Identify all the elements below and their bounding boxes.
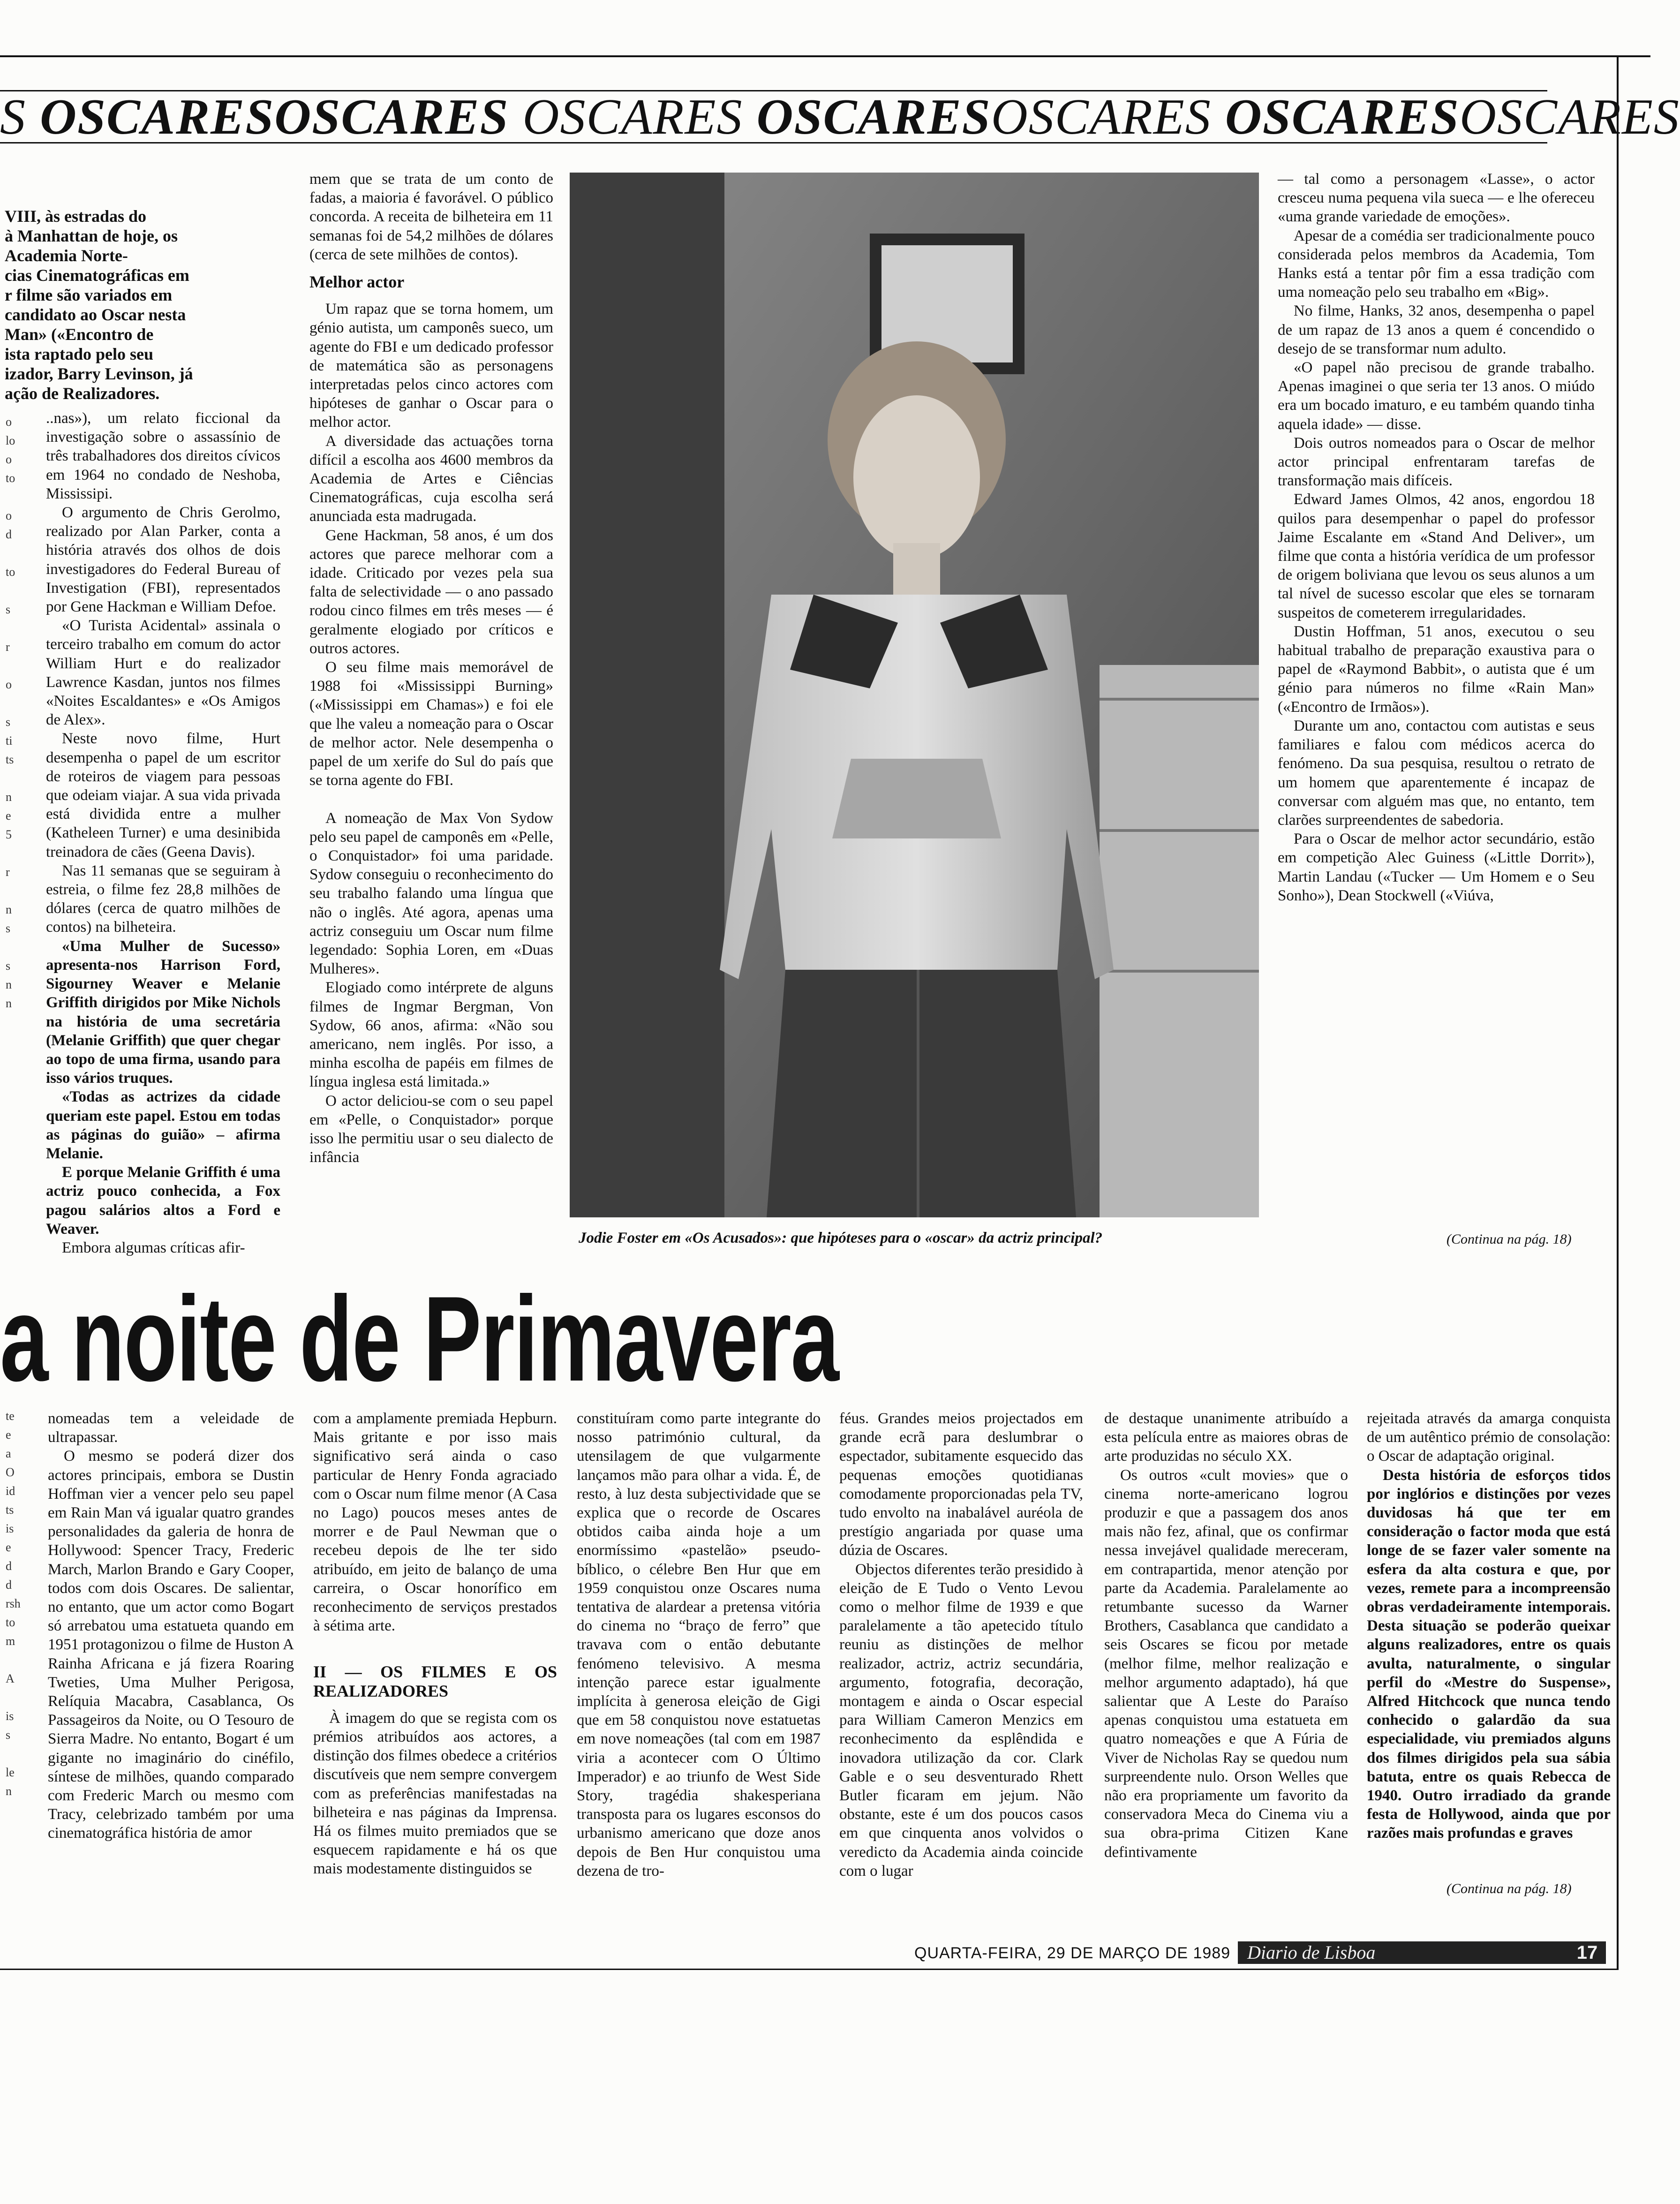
paragraph: nomeadas tem a veleidade de ultrapassar. [48, 1410, 294, 1446]
banner-word: OSCARES [1225, 89, 1460, 145]
right-frame-rule [1617, 55, 1619, 1969]
page-number: 17 [1568, 1941, 1606, 1964]
bottom-column-1 [48, 1409, 294, 1920]
banner-word: S [0, 89, 40, 145]
paragraph-gap [313, 1635, 557, 1654]
paragraph: A nomeação de Max Von Sydow pelo seu papel de camponês em «Pelle, o Conquistador» foi uma paridade. Sydow conseguiu o reconhecimento do seu trabalho falando uma língua que não o inglês. Até agora, apenas uma actriz conseguiu um Oscar num filme legendado: Sophia Loren, em «Duas Mulheres». [309, 809, 553, 978]
footer-rule [0, 1969, 1619, 1970]
paragraph: Apesar de a comédia ser tradicionalmente pouco considerada pelos membros da Academia, Tom Hanks está a tentar pôr fim a essa tradição com uma nomeação pelo seu trabalho em «Big». [1278, 227, 1595, 301]
paragraph: ..nas»), um relato ficcional da investigação sobre o assassínio de três trabalhadores dos direitos cívicos em 1964 no condado de Neshoba, Mississipi. [46, 410, 280, 502]
cropped-column-edge-top: o lo o to o d to s r o s ti ts n e 5 r n s s n n [6, 415, 15, 1010]
oscares-banner [0, 89, 1680, 145]
paragraph: mem que se trata de um conto de fadas, a maioria é favorável. O público concorda. A receita de bilheteira em 11 semanas foi de 54,2 milhões de dólares (cerca de sete milhões de contos). [309, 171, 553, 263]
paragraph: — tal como a personagem «Lasse», o actor cresceu numa pequena vila sueca — e lhe ofereceu «uma grande variedade de emoções». [1278, 171, 1595, 226]
newspaper-logo: Diario de Lisboa [1238, 1941, 1575, 1964]
paragraph: Para o Oscar de melhor actor secundário, estão em competição Alec Guiness («Little Dorrit»), Martin Landau («Tucker — Um Homem e o Seu Sonho»), Dean Stockwell («Viúva, [1278, 830, 1595, 904]
paragraph: Elogiado como intérprete de alguns filmes de Ingmar Bergman, Von Sydow, 66 anos, afirma: «Não sou americano, nem inglês. Por isso, a minha escolha de papéis em filmes de língua inglesa está limitada.» [309, 979, 553, 1091]
lead-paragraph: VIII, às estradas do à Manhattan de hoje, os Academia Norte- cias Cinematográficas em r filme são variados em candidato ao Oscar nesta Man» («Encontro de ista raptado pelo seu izador, Barry Levinson, já ação de Realizadores. [5, 207, 193, 403]
bottom-column-3 [577, 1409, 821, 1920]
paragraph: O argumento de Chris Gerolmo, realizado por Alan Parker, conta a história através dos olhos de dois investigadores do Federal Bureau of Investigation (FBI), representados por Gene Hackman e William Defoe. [46, 504, 280, 616]
paragraph-gap [309, 790, 553, 809]
banner-word: OSCARES [509, 89, 757, 145]
paragraph: Dustin Hoffman, 51 anos, executou o seu habitual trabalho de preparação exaustiva para o papel de «Raymond Babbit», o autista que é um génio para números no filme «Rain Man» («Encontro de Irmãos»). [1278, 623, 1595, 716]
article-column-2 [309, 170, 553, 1253]
paragraph: constituíram como parte integrante do nosso património cultural, da utensilagem de que vulgarmente lançamos mão para olhar a vida. É, de resto, à luz desta subjectividade que se explica que o recorde de Oscares obtidos caiba ainda hoje a um enormíssimo «pastelão» pseudo-bíblico, o célebre Ben Hur que em 1959 conquistou onze Oscares numa tentativa de alardear a pretensa vitória do cinema no “braço de ferro” que travava com o então debutante fenómeno televisivo. A mesma intenção parece estar igualmente implícita à generosa eleição de Gigi que em 58 conquistou nove estatuetas em nove nomeações (tal com em 1987 viria a acontecer com O Último Imperador) e ao triunfo de West Side Story, tragédia shakesperiana transposta para os lugares esconsos do urbanismo americano que doze anos depois de Ben Hur conquistou uma dezena de tro- [577, 1410, 821, 1879]
paragraph: «Todas as actrizes da cidade queriam este papel. Estou em todas as páginas do guião» – afirma Melanie. [46, 1088, 280, 1162]
paragraph: Neste novo filme, Hurt desempenha o papel de um escritor de roteiros de viagem para pessoas que odeiam viajar. A sua vida privada está dividida entre a mulher (Katheleen Turner) e uma desinibida treinadora de cães (Geena Davis). [46, 730, 280, 860]
bottom-column-5 [1104, 1409, 1348, 1920]
paragraph: «O papel não precisou de grande trabalho. Apenas imaginei o que seria ter 13 anos. O miúdo era um bocado imaturo, e eu também quando tinha aquela idade» — disse. [1278, 359, 1595, 433]
paragraph: Os outros «cult movies» que o cinema norte-americano logrou produzir e que a passagem dos anos mais não fez, afinal, que os confirmar nessa invejável qualidade mereceram, em contrapartida, menor atenção por parte da Academia. Paralelamente ao retumbante sucesso da Warner Brothers, Casablanca que candidato a seis Oscares se ficou por metade (melhor filme, melhor realização e melhor argumento adaptado), há que salientar que A Leste do Paraíso apenas conquistou uma estatueta em quatro nomeações e que A Fúria de Viver de Nicholas Ray se quedou num surpreendente nulo. Orson Welles que não era propriamente um favorito da conservadora Meca do Cinema viu a sua obra-prima Citizen Kane defintivamente [1104, 1466, 1348, 1861]
banner-word: OSCARES [40, 89, 275, 145]
paragraph: féus. Grandes meios projectados em grande ecrã para deslumbrar o espectador, subitamente esquecido das pequenas emoções quotidianas comodamente proporcionadas pela TV, tudo envolto na inabalável auréola de prestígio angariada por quase uma dúzia de Oscares. [839, 1410, 1083, 1559]
paragraph: Objectos diferentes terão presidido à eleição de E Tudo o Vento Levou como o melhor filme de 1939 e que paralelamente a tão apetecido título reuniu as distinções de melhor realizador, actriz, actriz secundária, argumento, fotografia, decoração, montagem e ainda o Oscar especial para William Cameron Menzics em reconhecimento da esplêndida e inovadora utilização da cor. Clark Gable e o seu desventurado Rhett Butler ficaram em jejum. Não obstante, este é um dos poucos casos em que cinquenta anos volvidos o veredicto da Academia ainda coincide com o lugar [839, 1561, 1083, 1879]
bottom-column-4 [839, 1409, 1083, 1920]
bottom-column-6 [1367, 1409, 1611, 1878]
top-rule [0, 55, 1650, 57]
banner-word: OSCARES [1459, 89, 1680, 145]
paragraph: rejeitada através da amarga conquista de um autêntico prémio de consolação: o Oscar de adaptação original. [1367, 1410, 1611, 1465]
paragraph: A diversidade das actuações torna difícil a escolha aos 4600 membros da Academia de Artes e Ciências Cinematográficas, cuja escolha será anunciada esta madrugada. [309, 432, 553, 525]
continued-note-bottom: (Continua na pág. 18) [1446, 1881, 1572, 1896]
paragraph: E porque Melanie Griffith é uma actriz pouco conhecida, a Fox pagou salários altos a Ford e Weaver. [46, 1164, 280, 1238]
paragraph: Um rapaz que se torna homem, um génio autista, um camponês sueco, um agente do FBI e um dedicado professor de matemática são as personagens interpretadas pelos cinco actores com hipóteses de ganhar o Oscar para o melhor actor. [309, 301, 553, 431]
paragraph: «Uma Mulher de Sucesso» apresenta-nos Harrison Ford, Sigourney Weaver e Melanie Griffith dirigidos por Mike Nichols na história de uma secretária (Melanie Griffith) que quer chegar ao topo de uma firma, usando para isso vários truques. [46, 937, 280, 1087]
paragraph: À imagem do que se regista com os prémios atribuídos aos actores, a distinção dos filmes obedece a critérios discutíveis que nem sempre convergem com as preferências manifestadas na bilheteira e nas páginas da Imprensa. Há os filmes muito premiados que se esquecem rapidamente e há os que mais modestamente distinguidos se [313, 1709, 557, 1878]
paragraph: com a amplamente premiada Hepburn. Mais gritante e por isso mais significativo será ainda o caso particular de Henry Fonda agraciado com o Oscar num filme menor (A Casa no Lago) poucos meses antes de morrer e de Paul Newman que o recebeu depois de lhe ter sido atribuído, em jeito de balanço de uma carreira, o Oscar honorífico em reconhecimento de serviços prestados à sétima arte. [313, 1410, 557, 1635]
paragraph: Dois outros nomeados para o Oscar de melhor actor principal enfrentaram tarefas de transformação mais difíceis. [1278, 434, 1595, 490]
continued-note-top: (Continua na pág. 18) [1446, 1231, 1572, 1247]
bottom-column-2 [313, 1409, 557, 1920]
banner-word: OSCARES [756, 89, 991, 145]
article-column-3 [1278, 170, 1595, 1215]
paragraph: Gene Hackman, 58 anos, é um dos actores que parece melhorar com a idade. Criticado por vezes pela sua falta de selectividade — o ano passado rodou cinco filmes em três meses — é geralmente elogiado por críticos e outros actores. [309, 527, 553, 657]
paragraph: No filme, Hanks, 32 anos, desempenha o papel de um rapaz de 13 anos a quem é concendido o desejo de se transformar num adulto. [1278, 302, 1595, 357]
banner-word: OSCARES [991, 89, 1225, 145]
paragraph: Edward James Olmos, 42 anos, engordou 18 quilos para desempenhar o papel do professor Jaime Escalante em «Stand And Deliver», um filme que conta a história verídica de um professor de origem boliviana que levou os seus alunos a um tal nível de sucesso escolar que eles se tornaram suspeitos de cometerem irregularidades. [1278, 491, 1595, 621]
subheading: Melhor actor [309, 272, 405, 292]
article-column-1 [46, 409, 280, 1256]
paragraph: Durante um ano, contactou com autistas e seus familiares e falou com médicos acerca do fenómeno. Da sua pesquisa, resultou o retrato de um homem que aparentemente é incapaz de conversar com alguém mas que, no entanto, tem clarões surpreendentes de sabedoria. [1278, 717, 1595, 829]
paragraph: de destaque unanimente atribuído a esta película entre as maiores obras de arte produzidas no século XX. [1104, 1410, 1348, 1465]
photo-illustration [570, 173, 1259, 1217]
paragraph: O seu filme mais memorável de 1988 foi «Mississippi Burning» («Mississippi em Chamas») e foi ele que lhe valeu a nomeação para o Oscar de melhor actor. Nele desempenha o papel de um xerife do Sul do país que se torna agente do FBI. [309, 659, 553, 789]
jodie-foster-photo [570, 173, 1259, 1217]
paragraph: O actor deliciou-se com o seu papel em «Pelle, o Conquistador» porque isso lhe permitiu usar o seu dialecto de infância [309, 1092, 553, 1166]
paragraph: «O Turista Acidental» assinala o terceiro trabalho em comum do actor William Hurt e do realizador Lawrence Kasdan, juntos nos filmes «Noites Escaldantes» e «Os Amigos de Alex». [46, 617, 280, 729]
photo-caption: Jodie Foster em «Os Acusados»: que hipóteses para o «oscar» da actriz principal? [579, 1230, 1103, 1246]
subheading: II — OS FILMES E OS REALIZADORES [313, 1662, 557, 1700]
paragraph: Embora algumas críticas afir- [62, 1239, 245, 1256]
paragraph: Desta história de esforços tidos por inglórios e distinções por vezes duvidosas há que ter em consideração o factor moda que está longe de se fazer valer somente na esfera da alta costura e que, por vezes, remete para a incompreensão obras verdadeiramente intemporais. Desta situação se poderão queixar alguns realizadores, entre os quais avulta, naturalmente, o singular perfil do «Mestre do Suspense», Alfred Hitchcock que nunca tendo conhecido o galardão da sua especialidade, viu premiados alguns dos filmes dirigidos pela sua sábia batuta, entre os quais Rebecca de 1940. Outro irradiado da grande festa de Hollywood, ainda que por razões mais profundas e graves [1367, 1466, 1611, 1842]
cropped-column-edge-bottom: te e a O id ts is e d d rsh to m A is s le n [6, 1409, 21, 1798]
paragraph: O mesmo se poderá dizer dos actores principais, embora se Dustin Hoffman vier a vencer pelo seu papel em Rain Man vá igualar quatro grandes personalidades da galeria de honra de Hollywood: Spencer Tracy, Frederic March, Marlon Brando e Gary Cooper, todos com dois Oscares. De salientar, no entanto, que um actor como Bogart só arrebatou uma estatueta quando em 1951 protagonizou o filme de Huston A Rainha Africana e já fizera Roaring Tweties, Uma Mulher Perigosa, Relíquia Macabra, Casablanca, Os Passageiros da Noite, ou O Tesouro de Sierra Madre. No entanto, Bogart é um gigante no imaginário do cinéfilo, síntese de milhões, quando comparado com Frederic March ou mesmo com Tracy, celebrizado também por uma cinematográfica história de amor [48, 1448, 294, 1842]
banner-word: OSCARES [274, 89, 509, 145]
paragraph: Nas 11 semanas que se seguiram à estreia, o filme fez 28,8 milhões de dólares (cerca de quatro milhões de contos) na bilheteira. [46, 862, 280, 936]
footer-date: QUARTA-FEIRA, 29 DE MARÇO DE 1989 [914, 1944, 1231, 1962]
headline: a noite de Primavera [0, 1271, 839, 1406]
